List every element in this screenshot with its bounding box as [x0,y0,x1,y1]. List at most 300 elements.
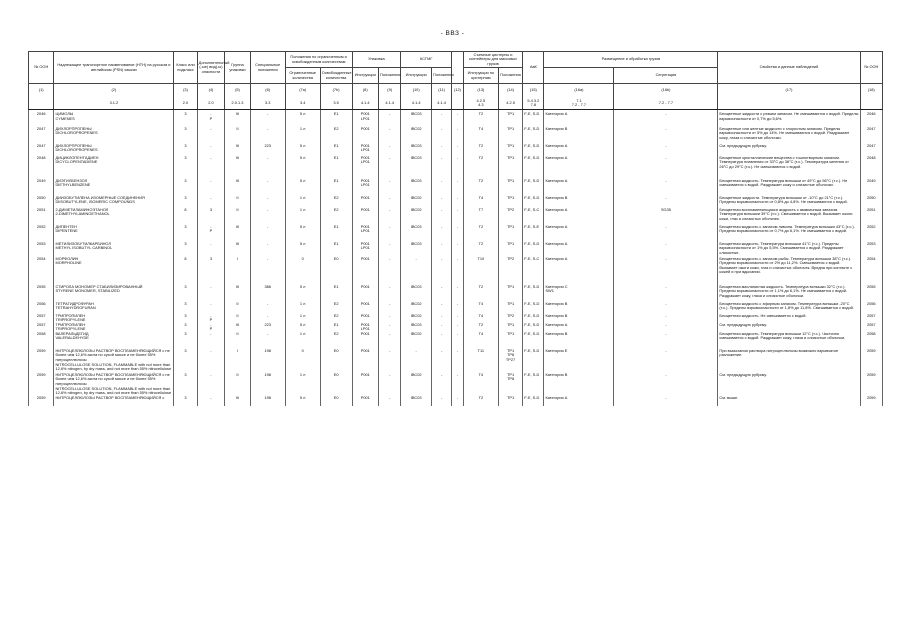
table-row [29,332,883,349]
packaging-instr-cell: P001 [352,208,379,225]
col-reference-cell [29,98,54,110]
tank-prov-cell: TP1 TP8 [498,373,522,396]
excepted-qty-cell: E1 [320,110,352,127]
tank-prov-cell: TP1 [498,323,522,332]
packing-group-cell: II [225,208,250,225]
tank-prov-cell: TP1 [498,332,522,349]
tank-prov-cell: TP1 [498,285,522,302]
un-number-cell: 2049 [29,179,54,196]
excepted-qty-cell: E0 [320,396,352,406]
packing-group-cell: III [225,144,250,156]
packing-group-cell: II [225,302,250,314]
shipping-name-cell: ВАЛЕРАЛЬДЕГИД VALERALDEHYDE [54,332,174,349]
special-provisions-cell: - [250,196,285,208]
packaging-prov-cell: - [379,225,401,242]
un-number-end-cell: 2055 [860,285,882,302]
shipping-name-cell: ТЕТРАГИДРОФУРАН TETRAHYDROFURAN [54,302,174,314]
ems-cell: F-E, S-D [523,332,544,349]
tank-instr-cell: T7 [463,208,498,225]
col12-cell: - [452,242,464,257]
col-ems: АвК [523,52,544,84]
ems-cell: F-E, S-D [523,242,544,257]
class-cell: 3 [174,196,197,208]
table-row [29,179,883,196]
special-provisions-cell: - [250,332,285,349]
col-reference-cell: 4.1.4 [401,98,432,110]
tank-instr-cell: T4 [463,196,498,208]
col-group-packaging: Упаковка [352,52,401,68]
shipping-name-cell: НИТРОЦЕЛЛЮЛОЗЫ РАСТВОР ВОСПЛАМЕНЯЮЩИЙСЯ с [54,396,174,406]
ibc-instr-cell: IBC02 [401,127,432,144]
col-group-stowage: Размещение и обработка грузов [544,52,718,68]
special-provisions-cell: 198 [250,396,285,406]
col12-cell: - [452,349,464,373]
col-ibc-instr: Инструкции [401,68,432,84]
packing-group-cell: II [225,127,250,144]
ibc-prov-cell: - [432,396,452,406]
table-row [29,110,883,127]
col12-cell: - [452,285,464,302]
tank-prov-cell: TP1 [498,179,522,196]
segregation-cell: SG35 [614,208,718,225]
class-cell: 3 [174,110,197,127]
limited-qty-cell: 5 л [285,285,320,302]
ibc-instr-cell: IBC02 [401,332,432,349]
tank-prov-cell: TP1 [498,196,522,208]
shipping-name-cell: ДИХЛОРПРОПЕНЫ DICHLOROPROPENES [54,144,174,156]
excepted-qty-cell: E2 [320,332,352,349]
packaging-prov-cell: - [379,257,401,285]
col-stowage [544,68,614,84]
excepted-qty-cell: E0 [320,349,352,373]
un-number-cell: 2053 [29,242,54,257]
stowage-cell: Категория B [544,332,614,349]
ems-cell: F-E, S-E [523,225,544,242]
segregation-cell: - [614,196,718,208]
col-reference-cell: 5.4.3.2 7.8 [523,98,544,110]
shipping-name-cell: 2-ДИМЕТИЛАМИНОЭТАНОЛ 2-DIMETHYLAMINOETHANOL [54,208,174,225]
ibc-prov-cell: - [432,285,452,302]
col-number-cell: (6) [250,84,285,98]
stowage-cell: Категория A [544,156,614,179]
un-number-cell: 2057 [29,314,54,323]
special-provisions-cell: 223 [250,144,285,156]
ibc-instr-cell: - [401,349,432,373]
special-provisions-cell: - [250,156,285,179]
stowage-cell: Категория A [544,110,614,127]
ibc-prov-cell: - [432,156,452,179]
ems-cell: F-E, S-D [523,302,544,314]
packaging-instr-cell: P001 [352,285,379,302]
ibc-prov-cell: - [432,373,452,396]
un-number-cell: 2048 [29,156,54,179]
ems-cell: F-E, S-D [523,179,544,196]
un-number-cell: 2059 [29,373,54,396]
tank-instr-cell: T2 [463,396,498,406]
ibc-prov-cell: - [432,323,452,332]
col12-cell: - [452,314,464,323]
class-cell: 8 [174,208,197,225]
ibc-instr-cell: IBC02 [401,196,432,208]
shipping-name-cell: МЕТИЛИЗОБУТИЛКАРБИНОЛ METHYL ISOBUTYL CARBINOL [54,242,174,257]
segregation-cell: - [614,332,718,349]
un-number-end-cell: 2057 [860,314,882,323]
stowage-cell: Категория A [544,323,614,332]
packaging-prov-cell: - [379,302,401,314]
tank-prov-cell: TP2 [498,314,522,323]
ibc-prov-cell: - [432,257,452,285]
stowage-cell: Категория A [544,179,614,196]
segregation-cell: - [614,257,718,285]
packaging-instr-cell: P001 [352,396,379,406]
excepted-qty-cell: E1 [320,285,352,302]
class-cell: 3 [174,349,197,373]
limited-qty-cell: 0 [285,349,320,373]
stowage-cell: Категория B [544,373,614,396]
un-number-end-cell: 2058 [860,332,882,349]
ibc-instr-cell: IBC03 [401,179,432,196]
column-number-row [29,84,883,98]
col-reference-cell: 2.0.1.3 [225,98,250,110]
table-header [29,52,883,110]
class-cell: 3 [174,332,197,349]
ems-cell: F-E, S-C [523,208,544,225]
un-number-cell: 2054 [29,257,54,285]
additional-hazard-cell: 3 [197,208,225,225]
col-reference-cell: 2.0 [197,98,225,110]
un-number-cell: 2058 [29,332,54,349]
col-tank-instr: Инструкции по цистернам [463,68,498,84]
ibc-instr-cell: IBC03 [401,156,432,179]
properties-cell: При высыхании раствора нитроцеллюлозы возможно взрывчатое разложение. [718,349,860,373]
ems-cell: F-E, S-D [523,110,544,127]
additional-hazard-cell: - P [197,225,225,242]
additional-hazard-cell: - [197,242,225,257]
class-cell: 3 [174,144,197,156]
col-reference-cell: 3.3 [250,98,285,110]
packaging-prov-cell: - [379,127,401,144]
limited-qty-cell: 1 л [285,127,320,144]
special-provisions-cell: - [250,302,285,314]
excepted-qty-cell: E1 [320,179,352,196]
class-cell: 3 [174,242,197,257]
class-cell: 3 [174,373,197,396]
additional-hazard-cell: - P [197,110,225,127]
ibc-instr-cell: IBC03 [401,396,432,406]
packaging-prov-cell: - [379,373,401,396]
tank-prov-cell: TP1 [498,110,522,127]
packing-group-cell: III [225,110,250,127]
un-number-cell: 2047 [29,144,54,156]
packaging-prov-cell: - [379,110,401,127]
class-cell: 3 [174,156,197,179]
properties-cell: См. предыдущую рубрику. [718,144,860,156]
limited-qty-cell: 1 л [285,302,320,314]
class-cell: 3 [174,285,197,302]
col12-cell: - [452,110,464,127]
ibc-instr-cell: IBC03 [401,225,432,242]
properties-cell: См. предыдущую рубрику. [718,373,860,396]
ems-cell: F-E, S-D [523,396,544,406]
tank-prov-cell: TP1 [498,127,522,144]
packaging-instr-cell: P001 [352,314,379,323]
col-additional-hazard: Дополнительный (-ые) вид(-ы) опасности [197,52,225,84]
col-name: Надлежащее транспортное наименование (НТН) на русском и английском (PSN) языках [54,52,174,84]
stowage-cell: Категория B [544,302,614,314]
tank-instr-cell: T4 [463,127,498,144]
col12-cell: - [452,302,464,314]
col-reference-cell: 7.1 7.2 - 7.7 [544,98,614,110]
shipping-name-cell: ТРИПРОПИЛЕН TRIPROPYLENE [54,323,174,332]
col12-cell: - [452,196,464,208]
col-properties: Свойства и данные наблюдений [718,52,860,84]
un-number-end-cell: 2059 [860,373,882,396]
segregation-cell: - [614,396,718,406]
un-number-cell: 2051 [29,208,54,225]
ibc-instr-cell: IBC03 [401,110,432,127]
col12-cell: - [452,257,464,285]
col-number-cell: (1) [29,84,54,98]
limited-qty-cell: 1 л [285,373,320,396]
packaging-instr-cell: P001 [352,196,379,208]
packaging-instr-cell: P001 LP01 [352,179,379,196]
col12-cell: - [452,332,464,349]
properties-cell: Бесцветная жидкость с запахом лимона. Температура вспышки 43°C (т.с.). Пределы взрывоопасности от 0,7% до 6,1%. Не смешивается с водой. [718,225,860,242]
col-number-cell: (4) [197,84,225,98]
packaging-instr-cell: P001 [352,302,379,314]
tank-prov-cell: TP1 TP8 TP27 [498,349,522,373]
shipping-name-cell: ДИПЕНТЕН DIPENTENE [54,225,174,242]
col-number-cell: (3) [174,84,197,98]
tank-prov-cell: TP1 [498,156,522,179]
col-number-cell: (7a) [285,84,320,98]
col-number-cell: (5) [225,84,250,98]
tank-instr-cell: T2 [463,179,498,196]
tank-instr-cell: T2 [463,144,498,156]
additional-hazard-cell: - [197,396,225,406]
packaging-instr-cell: P001 [352,257,379,285]
un-number-end-cell: 2059 [860,349,882,373]
class-cell: 3 [174,179,197,196]
properties-cell: Бесцветная воспламеняющаяся жидкость с аммиачным запахом. Температура вспышки 39°C (т.с.). Смешивается с водой. Вызывает ожоги кожи, глаз и слизистых оболочек. [718,208,860,225]
properties-cell: Бесцветные или желтые жидкости с хлористым запахом. Пределы взрывоопасности от 5% до 14%. Не смешиваются с водой. Раздражают кожу, глаза и слизистые оболочки. [718,127,860,144]
segregation-cell: - [614,242,718,257]
tank-instr-cell: T4 [463,373,498,396]
tank-prov-cell: TP2 [498,208,522,225]
excepted-qty-cell: E1 [320,144,352,156]
ibc-instr-cell: IBC03 [401,144,432,156]
ibc-instr-cell: IBC03 [401,242,432,257]
dangerous-goods-list-table [28,51,883,406]
tank-instr-cell: T2 [463,156,498,179]
col-reference-cell [452,98,464,110]
packaging-prov-cell: - [379,144,401,156]
special-provisions-cell: - [250,242,285,257]
ibc-prov-cell: - [432,110,452,127]
un-number-end-cell: 2046 [860,110,882,127]
stowage-cell: Категория A [544,144,614,156]
col12-cell: - [452,225,464,242]
un-number-end-cell: 2059 [860,396,882,406]
col-number-cell: (13) [463,84,498,98]
table-row [29,144,883,156]
un-number-end-cell: 2047 [860,144,882,156]
additional-hazard-cell: - P [197,314,225,323]
packaging-instr-cell: P001 [352,373,379,396]
un-number-cell: 2055 [29,285,54,302]
special-provisions-cell: - [250,179,285,196]
special-provisions-cell: - [250,208,285,225]
col-number-cell: (8) [352,84,379,98]
col-number-cell: (9) [379,84,401,98]
col12-cell: - [452,179,464,196]
packaging-prov-cell: - [379,349,401,373]
properties-cell: Бесцветные жидкости. Температура вспышки от -10°C до 21°C (т.с.). Пределы взрывоопасности от 0,8% до 4,8%. Не смешиваются с водой. [718,196,860,208]
col12-cell: - [452,127,464,144]
tank-prov-cell: TP1 [498,225,522,242]
packing-group-cell: III [225,323,250,332]
additional-hazard-cell: - [197,373,225,396]
ibc-prov-cell: - [432,225,452,242]
col-reference-cell: 4.1.4 [352,98,379,110]
limited-qty-cell: 5 л [285,144,320,156]
table-row [29,373,883,396]
tank-prov-cell: TP1 [498,242,522,257]
excepted-qty-cell: E2 [320,196,352,208]
packing-group-cell: II [225,332,250,349]
ems-cell: F-E, S-D [523,323,544,332]
col-number-cell: (12) [452,84,464,98]
table-row [29,127,883,144]
additional-hazard-cell: 3 [197,257,225,285]
ems-cell: F-E, S-D [523,144,544,156]
col-reference-cell: 3.4 [285,98,320,110]
table-row [29,396,883,406]
special-provisions-cell: - [250,225,285,242]
properties-cell: Бесцветные кристаллические вещества с тошнотворным запахом. Температура плавления от 33°C до 38°C (т.с.). Температура кипения от 26°C до 29°C (т.к.). Не смешиваются с водой. [718,156,860,179]
packaging-instr-cell: P001 [352,332,379,349]
ibc-prov-cell: - [432,332,452,349]
segregation-cell: - [614,323,718,332]
segregation-cell: - [614,179,718,196]
segregation-cell: - [614,127,718,144]
packaging-prov-cell: - [379,314,401,323]
packaging-prov-cell: - [379,196,401,208]
packaging-prov-cell: - [379,242,401,257]
packaging-prov-cell: - [379,156,401,179]
packaging-instr-cell: P001 LP01 [352,323,379,332]
class-cell: 3 [174,314,197,323]
limited-qty-cell: 5 л [285,323,320,332]
packing-group-cell: III [225,156,250,179]
table-row [29,242,883,257]
stowage-cell: Категория A [544,396,614,406]
additional-hazard-cell: - [197,127,225,144]
packaging-instr-cell: P001 [352,127,379,144]
packing-group-cell: III [225,285,250,302]
ems-cell: F-E, S-D [523,373,544,396]
excepted-qty-cell: E0 [320,257,352,285]
shipping-name-cell: МОРФОЛИН MORPHOLINE [54,257,174,285]
col12-cell: - [452,396,464,406]
segregation-cell: - [614,349,718,373]
col-reference-cell: 7.2 - 7.7 [614,98,718,110]
excepted-qty-cell: E0 [320,373,352,396]
un-number-end-cell: 2052 [860,225,882,242]
col-group-limited: Положения по ограниченным и освобожденным количествам [285,52,352,68]
segregation-cell: - [614,225,718,242]
limited-qty-cell: 5 л [285,179,320,196]
stowage-cell: Категория A [544,208,614,225]
col-ibc-prov: Положения [432,68,452,84]
un-number-end-cell: 2054 [860,257,882,285]
limited-qty-cell: 1 л [285,208,320,225]
un-number-end-cell: 2049 [860,179,882,196]
special-provisions-cell: 386 [250,285,285,302]
column-reference-row [29,98,883,110]
segregation-cell: - [614,110,718,127]
shipping-name-cell: ДИИЗОБУТИЛЕНА ИЗОМЕРНЫЕ СОЕДИНЕНИЯ DIISOBUTYLENE, ISOMERIC COMPOUNDS [54,196,174,208]
shipping-name-cell: НИТРОЦЕЛЛЮЛОЗЫ РАСТВОР ВОСПЛАМЕНЯЮЩИЙСЯ с не более чем 12,6% азота по сухой массе и не более 55% нитроцеллюлозы NITROCELLULOSE SOLUTION, FLAMMABLE with not more than 12,6% nitrogen, by dry mass, and not more than 55% nitrocellulose [54,349,174,373]
properties-cell: Бесцветная жидкость с запахом рыбы. Температура вспышки 38°C (т.с.). Пределы взрывоопасности от 2% до 11,2%. Смешивается с водой. Вызывает ожоги кожи, глаз и слизистых оболочек. Вредна при контакте с кожей и при вдыхании. [718,257,860,285]
properties-cell: Бесцветная жидкость с эфирным запахом. Температура вспышки -20°C (т.с.). Пределы взрывоопасности от 1,8% до 11,8%. Смешивается с водой. [718,302,860,314]
special-provisions-cell: - [250,257,285,285]
col-packing-group: Группа упаковки [225,52,250,84]
class-cell: 3 [174,396,197,406]
un-number-end-cell: 2057 [860,323,882,332]
class-cell: 3 [174,302,197,314]
ems-cell: F-E, S-D [523,196,544,208]
packaging-instr-cell: P001 LP01 [352,144,379,156]
col-reference-cell [718,98,860,110]
special-provisions-cell: 198 [250,349,285,373]
col12-cell: - [452,144,464,156]
col-number-cell: (16a) [544,84,614,98]
tank-instr-cell: T11 [463,349,498,373]
un-number-cell: 2052 [29,225,54,242]
properties-cell: Бесцветная жидкость. Температура вспышки 41°C (т.с.). Пределы взрывоопасности от 1% до 5,5%. Смешивается с водой. Раздражает слизистые. [718,242,860,257]
limited-qty-cell: 5 л [285,225,320,242]
segregation-cell: - [614,285,718,302]
col-reference-cell: 4.2.5 [498,98,522,110]
packaging-instr-cell: P001 LP01 [352,156,379,179]
col-un-no: № ООН [29,52,54,84]
page-header: - ВВЗ - [440,30,465,37]
excepted-qty-cell: E1 [320,242,352,257]
limited-qty-cell: 5 л [285,242,320,257]
additional-hazard-cell: - [197,285,225,302]
packaging-instr-cell: P001 LP01 [352,225,379,242]
ibc-prov-cell: - [432,208,452,225]
stowage-cell: Категория A [544,242,614,257]
col-reference-cell: 3.5 [320,98,352,110]
excepted-qty-cell: E1 [320,323,352,332]
tank-prov-cell: TP1 [498,144,522,156]
additional-hazard-cell: - [197,196,225,208]
shipping-name-cell: ДИХЛОРПРОПЕНЫ DICHLOROPROPENES [54,127,174,144]
col-limited-qty: Ограниченные количества [285,68,320,84]
ibc-prov-cell: - [432,242,452,257]
ibc-prov-cell: - [432,144,452,156]
col-reference-cell: 4.2.5 4.3 [463,98,498,110]
table-row [29,208,883,225]
col-excepted-qty: Освобожденные количества [320,68,352,84]
shipping-name-cell: СТИРОЛА МОНОМЕР СТАБИЛИЗИРОВАННЫЙ STYRENE MONOMER, STABILIZED [54,285,174,302]
ems-cell: F-E, S-D [523,285,544,302]
tank-instr-cell: T2 [463,225,498,242]
properties-cell: См. предыдущую рубрику. [718,323,860,332]
class-cell: 8 [174,257,197,285]
